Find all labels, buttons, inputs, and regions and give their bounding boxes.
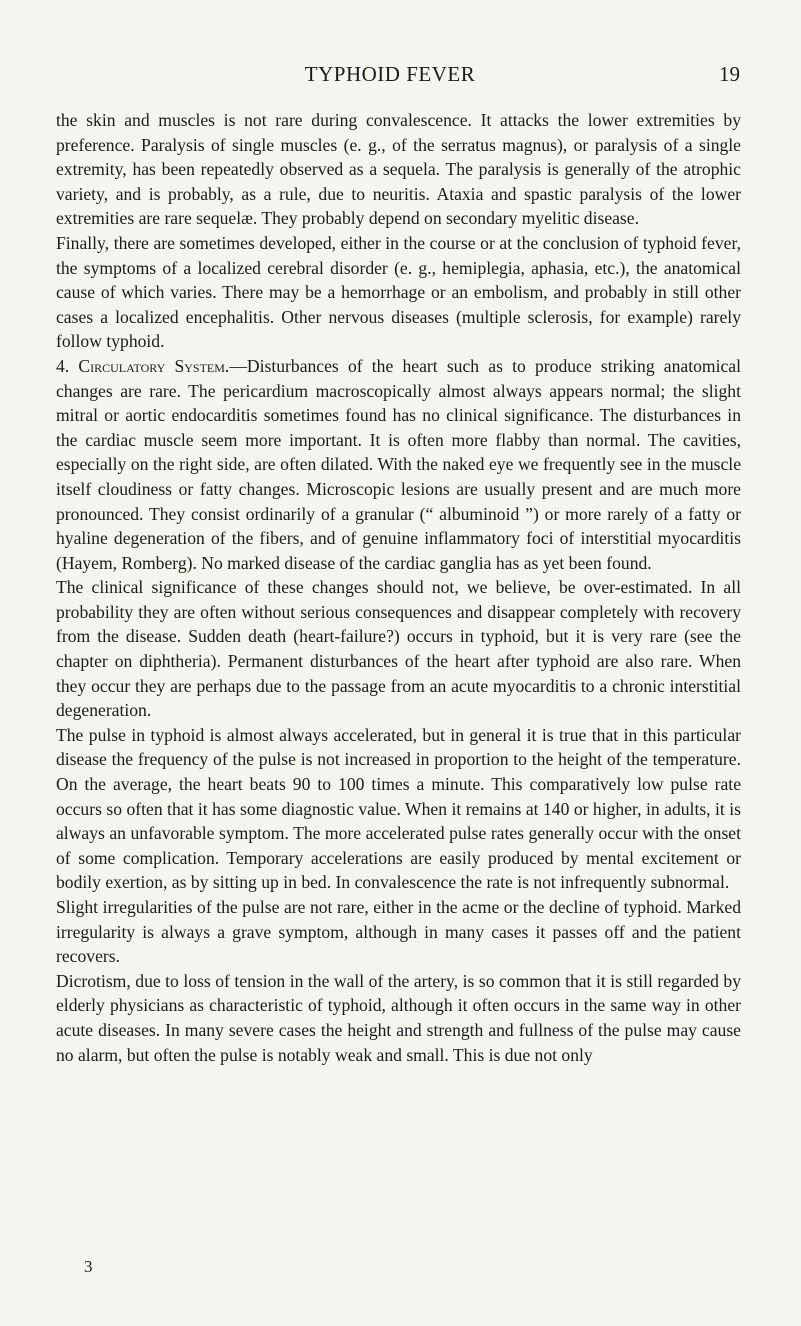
page-number: 19 [719, 62, 740, 86]
body-text [56, 108, 741, 1067]
paragraph-dicrotism: Dicrotism, due to loss of tension in the wall of the artery, is so common that it is still regarded by elderly physicians as characteristic of typhoid, although it often occurs in the same way in other acute diseases. In many severe cases the height and strength and fullness of the pulse may cause no alarm, but often the pulse is notably weak and small. This is due not only [56, 970, 741, 1065]
page-header [40, 62, 740, 96]
paragraph-clinical-significance: The clinical significance of these changes should not, we believe, be over-estimated. In all probability they are often without serious consequences and disappear completely with recovery from the disease. Sudden death (heart-failure?) occurs in typhoid, but it is very rare (see the chapter on diphtheria). Permanent disturbances of the heart after typhoid are also rare. When they occur they are perhaps due to the passage from an acute myocarditis to a chronic interstitial degeneration. [56, 577, 741, 721]
running-title: TYPHOID FEVER [304, 62, 476, 86]
signature-mark: 3 [84, 1257, 93, 1276]
paragraph-circulatory [56, 354, 741, 575]
paragraph-pulse: The pulse in typhoid is almost always accelerated, but in general it is true that in this particular disease the frequency of the pulse is not increased in proportion to the height of the temperature. On the average, the heart beats 90 to 100 times a minute. This comparatively low pulse rate occurs so often that it has some diagnostic value. When it remains at 140 or higher, in adults, it is always an unfavorable symptom. The more accelerated pulse rates generally occur with the onset of some complication. Temporary accelerations are easily produced by mental excitement or bodily exertion, as by sitting up in bed. In convalescence the rate is not infrequently subnormal. [56, 724, 741, 893]
section-number: 4. [56, 355, 70, 376]
section-heading: Circulatory System. [78, 355, 230, 376]
section-text: —Disturbances of the heart such as to produce striking anatomical changes are rare. The pericardium macroscopically almost always appears normal; the slight mitral or aortic endocarditis sometimes found has no clinical significance. The disturbances in the cardiac muscle seem more important. It is often more flabby than normal. The cavities, especially on the right side, are often dilated. With the naked eye we frequently see in the muscle itself cloudiness or fatty changes. Microscopic lesions are usually present and are much more pronounced. They consist ordinarily of a granular (“ albuminoid ”) or more rarely of a fatty or hyaline degeneration of the fibers, and of genuine inflammatory foci of interstitial myocarditis (Hayem, Romberg). No marked disease of the cardiac ganglia has as yet been found. [56, 355, 741, 573]
paragraph-irregularities: Slight irregularities of the pulse are not rare, either in the acme or the decline of typhoid. Marked irregularity is always a grave symptom, although in many cases it passes off and the patient recovers. [56, 897, 741, 967]
paragraph-sequelae: the skin and muscles is not rare during convalescence. It attacks the lower extremities by preference. Paralysis of single muscles (e. g., of the serratus magnus), or paralysis of a single extremity, has been repeatedly observed as a sequela. The paralysis is generally of the atrophic variety, and is probably, as a rule, due to neuritis. Ataxia and spastic paralysis of the lower extremities are rare sequelæ. They probably depend on secondary myelitic disease. [56, 110, 741, 229]
paragraph-cerebral: Finally, there are sometimes developed, either in the course or at the conclusion of typhoid fever, the symptoms of a localized cerebral disorder (e. g., hemiplegia, aphasia, etc.), the anatomical cause of which varies. There may be a hemorrhage or an embolism, and probably in still other cases a localized encephalitis. Other nervous diseases (multiple sclerosis, for example) rarely follow typhoid. [56, 232, 741, 352]
